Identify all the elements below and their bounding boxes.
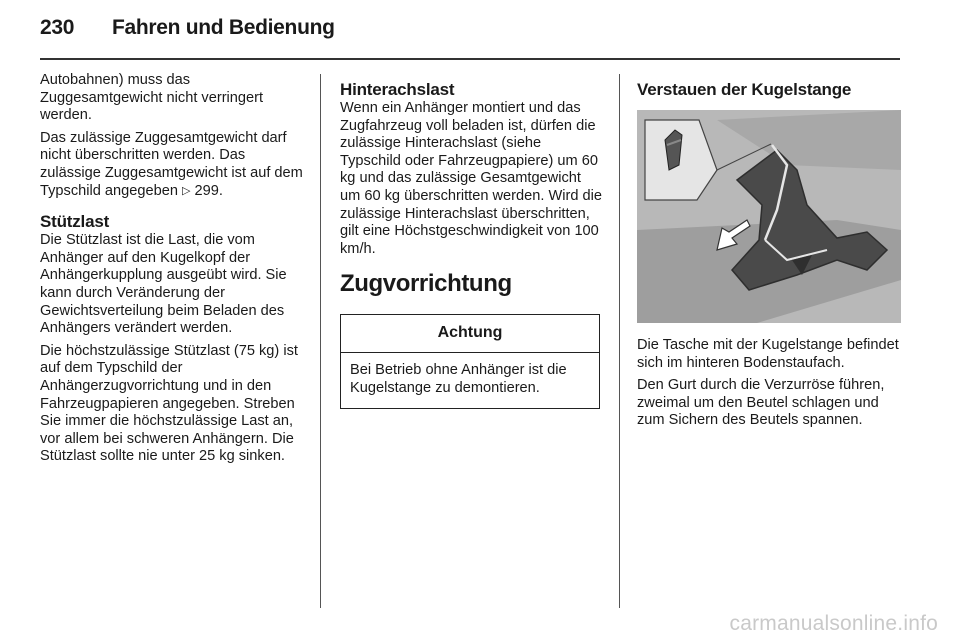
section-heading-hinterachslast: Hinterachslast (340, 80, 455, 99)
column-divider-1 (320, 74, 321, 608)
paragraph-reference (40, 130, 304, 200)
page-reference[interactable]: 299. (194, 182, 223, 199)
page-number: 230 (40, 16, 75, 39)
illustration-svg (637, 110, 901, 323)
page-title: Fahren und Bedienung (112, 16, 335, 39)
column-divider-2 (619, 74, 620, 608)
column-3 (637, 72, 901, 435)
arrow-reference-icon: ▷ (182, 184, 191, 197)
warning-title: Achtung (341, 315, 599, 353)
paragraph: Wenn ein Anhänger montiert und das Zugfahrzeug voll beladen ist, dürfen die zulässige Hinterachslast (siehe Typschild oder Fahrzeugpapiere) um 60 kg und das zulässige Gesamtgewicht um 60 kg überschritten werden. Wird die zulässige Hinterachslast überschritten, gilt eine Höchstgeschwindigkeit von 100 km/h. (340, 100, 602, 257)
paragraph: Autobahnen) muss das Zuggesamtgewicht nicht verringert werden. (40, 72, 264, 124)
column-2 (340, 72, 602, 409)
section-heading-zugvorrichtung: Zugvorrichtung (340, 270, 512, 298)
section-heading-verstauen: Verstauen der Kugelstange (637, 80, 852, 99)
paragraph: Den Gurt durch die Verzurröse führen, zweimal um den Beutel schlagen und zum Sichern des Beutels spannen. (637, 377, 885, 429)
paragraph: Die Stützlast ist die Last, die vom Anhänger auf den Kugelkopf der Anhängerkupplung ausgeübt wird. Sie kann durch Veränderung der Gewichtsverteilung beim Beladen des Anhängers verändert werden. (40, 232, 287, 337)
towbar-storage-bag-illustration (637, 110, 901, 323)
header-divider (40, 58, 900, 60)
warning-box (340, 314, 600, 408)
paragraph: Die höchstzulässige Stützlast (75 kg) ist auf dem Typschild der Anhängerzugvorrichtung und in den Fahrzeugpapieren angegeben. Streben Sie immer die höchstzulässige Last an, vor allem bei schweren Anhängern. Die Stützlast sollte nie unter 25 kg sinken. (40, 342, 298, 465)
column-1 (40, 72, 304, 471)
paragraph-text: Das zulässige Zuggesamtgewicht darf nicht überschritten werden. Das zulässige Zuggesamtgewicht ist auf dem Typschild angegeben (40, 129, 303, 199)
watermark: carmanualsonline.info (729, 612, 938, 635)
section-heading-stuetzlast: Stützlast (40, 212, 110, 232)
paragraph: Die Tasche mit der Kugelstange befindet sich im hinteren Bodenstaufach. (637, 337, 899, 371)
warning-text: Bei Betrieb ohne Anhänger ist die Kugelstange zu demontieren. (350, 362, 567, 396)
